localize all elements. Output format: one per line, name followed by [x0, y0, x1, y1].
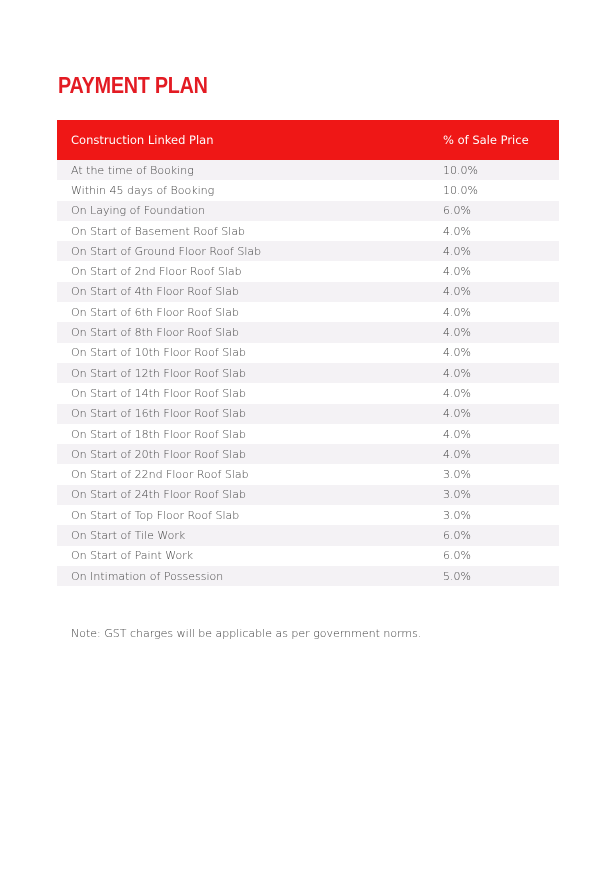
payment-plan-table	[57, 120, 559, 586]
page-title: PAYMENT PLAN	[58, 72, 208, 98]
table-row	[57, 383, 559, 403]
percent-cell: 4.0%	[443, 404, 559, 424]
table-row	[57, 343, 559, 363]
stage-cell: On Start of Basement Roof Slab	[57, 221, 443, 241]
table-row	[57, 201, 559, 221]
table-row	[57, 566, 559, 586]
percent-cell: 4.0%	[443, 322, 559, 342]
percent-cell: 4.0%	[443, 241, 559, 261]
table-row	[57, 261, 559, 281]
table-body	[57, 160, 559, 586]
table-row	[57, 485, 559, 505]
stage-cell: On Start of 8th Floor Roof Slab	[57, 322, 443, 342]
percent-cell: 6.0%	[443, 546, 559, 566]
stage-cell: On Start of 18th Floor Roof Slab	[57, 424, 443, 444]
stage-cell: On Intimation of Possession	[57, 566, 443, 586]
percent-cell: 4.0%	[443, 363, 559, 383]
table-row	[57, 464, 559, 484]
table-header-row	[57, 120, 559, 160]
table-row	[57, 221, 559, 241]
table-row	[57, 363, 559, 383]
percent-cell: 4.0%	[443, 221, 559, 241]
percent-cell: 4.0%	[443, 302, 559, 322]
table-row	[57, 404, 559, 424]
percent-cell: 6.0%	[443, 201, 559, 221]
percent-cell: 10.0%	[443, 180, 559, 200]
stage-cell: On Start of 20th Floor Roof Slab	[57, 444, 443, 464]
percent-cell: 4.0%	[443, 343, 559, 363]
stage-cell: On Start of Paint Work	[57, 546, 443, 566]
stage-cell: On Start of 10th Floor Roof Slab	[57, 343, 443, 363]
stage-cell: On Start of 2nd Floor Roof Slab	[57, 261, 443, 281]
stage-cell: Within 45 days of Booking	[57, 180, 443, 200]
stage-cell: On Start of 24th Floor Roof Slab	[57, 485, 443, 505]
percent-cell: 4.0%	[443, 261, 559, 281]
percent-cell: 10.0%	[443, 160, 559, 180]
percent-cell: 3.0%	[443, 485, 559, 505]
column-header-percent: % of Sale Price	[443, 120, 559, 160]
stage-cell: At the time of Booking	[57, 160, 443, 180]
gst-note: Note: GST charges will be applicable as per government norms.	[71, 627, 422, 640]
stage-cell: On Start of Tile Work	[57, 525, 443, 545]
table-row	[57, 241, 559, 261]
column-header-stage: Construction Linked Plan	[57, 120, 443, 160]
stage-cell: On Start of 14th Floor Roof Slab	[57, 383, 443, 403]
percent-cell: 3.0%	[443, 505, 559, 525]
table-row	[57, 282, 559, 302]
table-row	[57, 546, 559, 566]
table-row	[57, 180, 559, 200]
table-header	[57, 120, 559, 160]
table-row	[57, 302, 559, 322]
table-row	[57, 525, 559, 545]
table-row	[57, 444, 559, 464]
stage-cell: On Start of 22nd Floor Roof Slab	[57, 464, 443, 484]
stage-cell: On Start of 12th Floor Roof Slab	[57, 363, 443, 383]
table-row	[57, 424, 559, 444]
percent-cell: 5.0%	[443, 566, 559, 586]
stage-cell: On Start of 6th Floor Roof Slab	[57, 302, 443, 322]
percent-cell: 4.0%	[443, 424, 559, 444]
stage-cell: On Start of 16th Floor Roof Slab	[57, 404, 443, 424]
table-row	[57, 322, 559, 342]
percent-cell: 6.0%	[443, 525, 559, 545]
percent-cell: 4.0%	[443, 383, 559, 403]
stage-cell: On Start of Ground Floor Roof Slab	[57, 241, 443, 261]
stage-cell: On Start of Top Floor Roof Slab	[57, 505, 443, 525]
table-row	[57, 160, 559, 180]
percent-cell: 4.0%	[443, 282, 559, 302]
percent-cell: 3.0%	[443, 464, 559, 484]
stage-cell: On Laying of Foundation	[57, 201, 443, 221]
stage-cell: On Start of 4th Floor Roof Slab	[57, 282, 443, 302]
table-row	[57, 505, 559, 525]
percent-cell: 4.0%	[443, 444, 559, 464]
